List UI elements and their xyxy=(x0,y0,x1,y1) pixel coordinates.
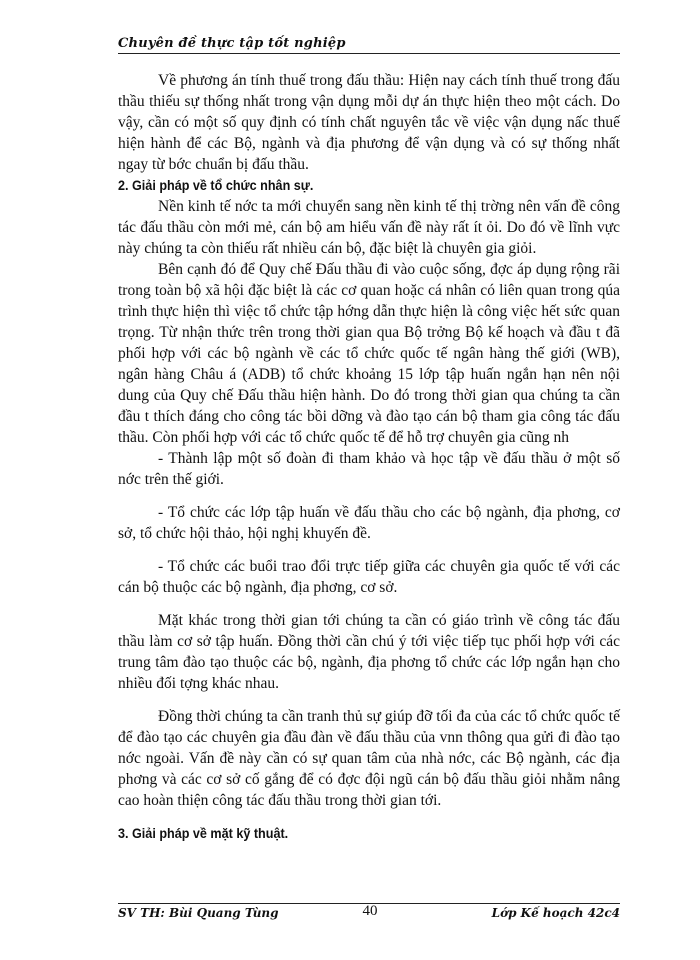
bullet-exchange: - Tổ chức các buổi trao đổi trực tiếp giữa các chuyên gia quốc tế với các cán bộ thuộc các bộ ngành, địa phơng, cơ sở. xyxy=(118,558,620,596)
header-rule xyxy=(118,53,620,54)
bullet-delegations: - Thành lập một số đoàn đi tham khảo và học tập về đấu thầu ở một số nớc trên thế giới. xyxy=(118,450,620,488)
footer-author: SV TH: Bùi Quang Tùng xyxy=(118,906,279,920)
paragraph-economy: Nền kinh tế nớc ta mới chuyển sang nền kinh tế thị trờng nên vấn đề công tác đấu thầu còn mới mẻ, cán bộ am hiểu vấn đề này rất ít ỏi. Do đó về lĩnh vực này chúng ta còn thiếu rất nhiều cán bộ, đặc biệt là chuyên gia giỏi. xyxy=(118,198,620,257)
section-heading-3: 3. Giải pháp về mặt kỹ thuật. xyxy=(118,825,289,841)
footer-class: Lớp Kế hoạch 42c4 xyxy=(491,906,620,920)
paragraph-curriculum: Mặt khác trong thời gian tới chúng ta cần có giáo trình về công tác đấu thầu làm cơ sở tập huấn. Đồng thời cần chú ý tới việc tiếp tục phối hợp với các trung tâm đào tạo thuộc các bộ, ngành, địa phơng tổ chức các lớp ngắn hạn cho nhiều đối tợng khác nhau. xyxy=(118,612,620,692)
page-header: Chuyên đề thực tập tốt nghiệp xyxy=(118,36,346,51)
paragraph-tax: Về phương án tính thuế trong đấu thầu: Hiện nay cách tính thuế trong đấu thầu thiếu sự thống nhất trong vận dụng mỗi dự án thực hiện theo một cách. Do vậy, cần có một số quy định có tính chất nguyên tắc về việc vận dụng nấc thuế hiện hành để các Bộ, ngành và địa phương để vận dụng và có sự thống nhất ngay từ bớc chuẩn bị đấu thầu. xyxy=(118,72,620,173)
document-body xyxy=(118,70,620,844)
paragraph-experts: Đồng thời chúng ta cần tranh thủ sự giúp đỡ tối đa của các tổ chức quốc tế để đào tạo các chuyên gia đầu đàn về đấu thầu của vnn thông qua gửi đi đào tạo nớc ngoài. Vấn đề này cần có sự quan tâm của nhà nớc, các Bộ ngành, các địa phơng và các cơ sở cố gắng để có đợc đội ngũ cán bộ đấu thầu giỏi nhằm nâng cao hoàn thiện công tác đấu thầu trong thời gian tới. xyxy=(118,708,620,809)
section-heading-2: 2. Giải pháp về tổ chức nhân sự. xyxy=(118,177,314,193)
bullet-training: - Tổ chức các lớp tập huấn về đấu thầu cho các bộ ngành, địa phơng, cơ sở, tổ chức hội thảo, hội nghị khuyến đề. xyxy=(118,504,620,542)
paragraph-regulation: Bên cạnh đó để Quy chế Đấu thầu đi vào cuộc sống, đợc áp dụng rộng rãi trong toàn bộ xã hội đặc biệt là các cơ quan hoặc cá nhân có liên quan trong qúa trình thực hiện thì việc tổ chức tập hớng dẫn thực hiện là công việc hết sức quan trọng. Từ nhận thức trên trong thời gian qua Bộ trởng Bộ kế hoạch và đầu t đã phối hợp với các bộ ngành về các tổ chức quốc tế ngân hàng thế giới (WB), ngân hàng Châu á (ADB) tổ chức khoảng 15 lớp tập huấn ngắn hạn nên nội dung của Quy chế Đấu thầu hiện hành. Do đó trong thời gian qua chúng ta cần đầu t thích đáng cho công tác bồi dỡng và đào tạo cán bộ tham gia công tác đấu thầu. Còn phối hợp với các tổ chức quốc tế để hỗ trợ chuyên gia cũng nh xyxy=(118,261,620,446)
page-number: 40 xyxy=(362,903,378,919)
